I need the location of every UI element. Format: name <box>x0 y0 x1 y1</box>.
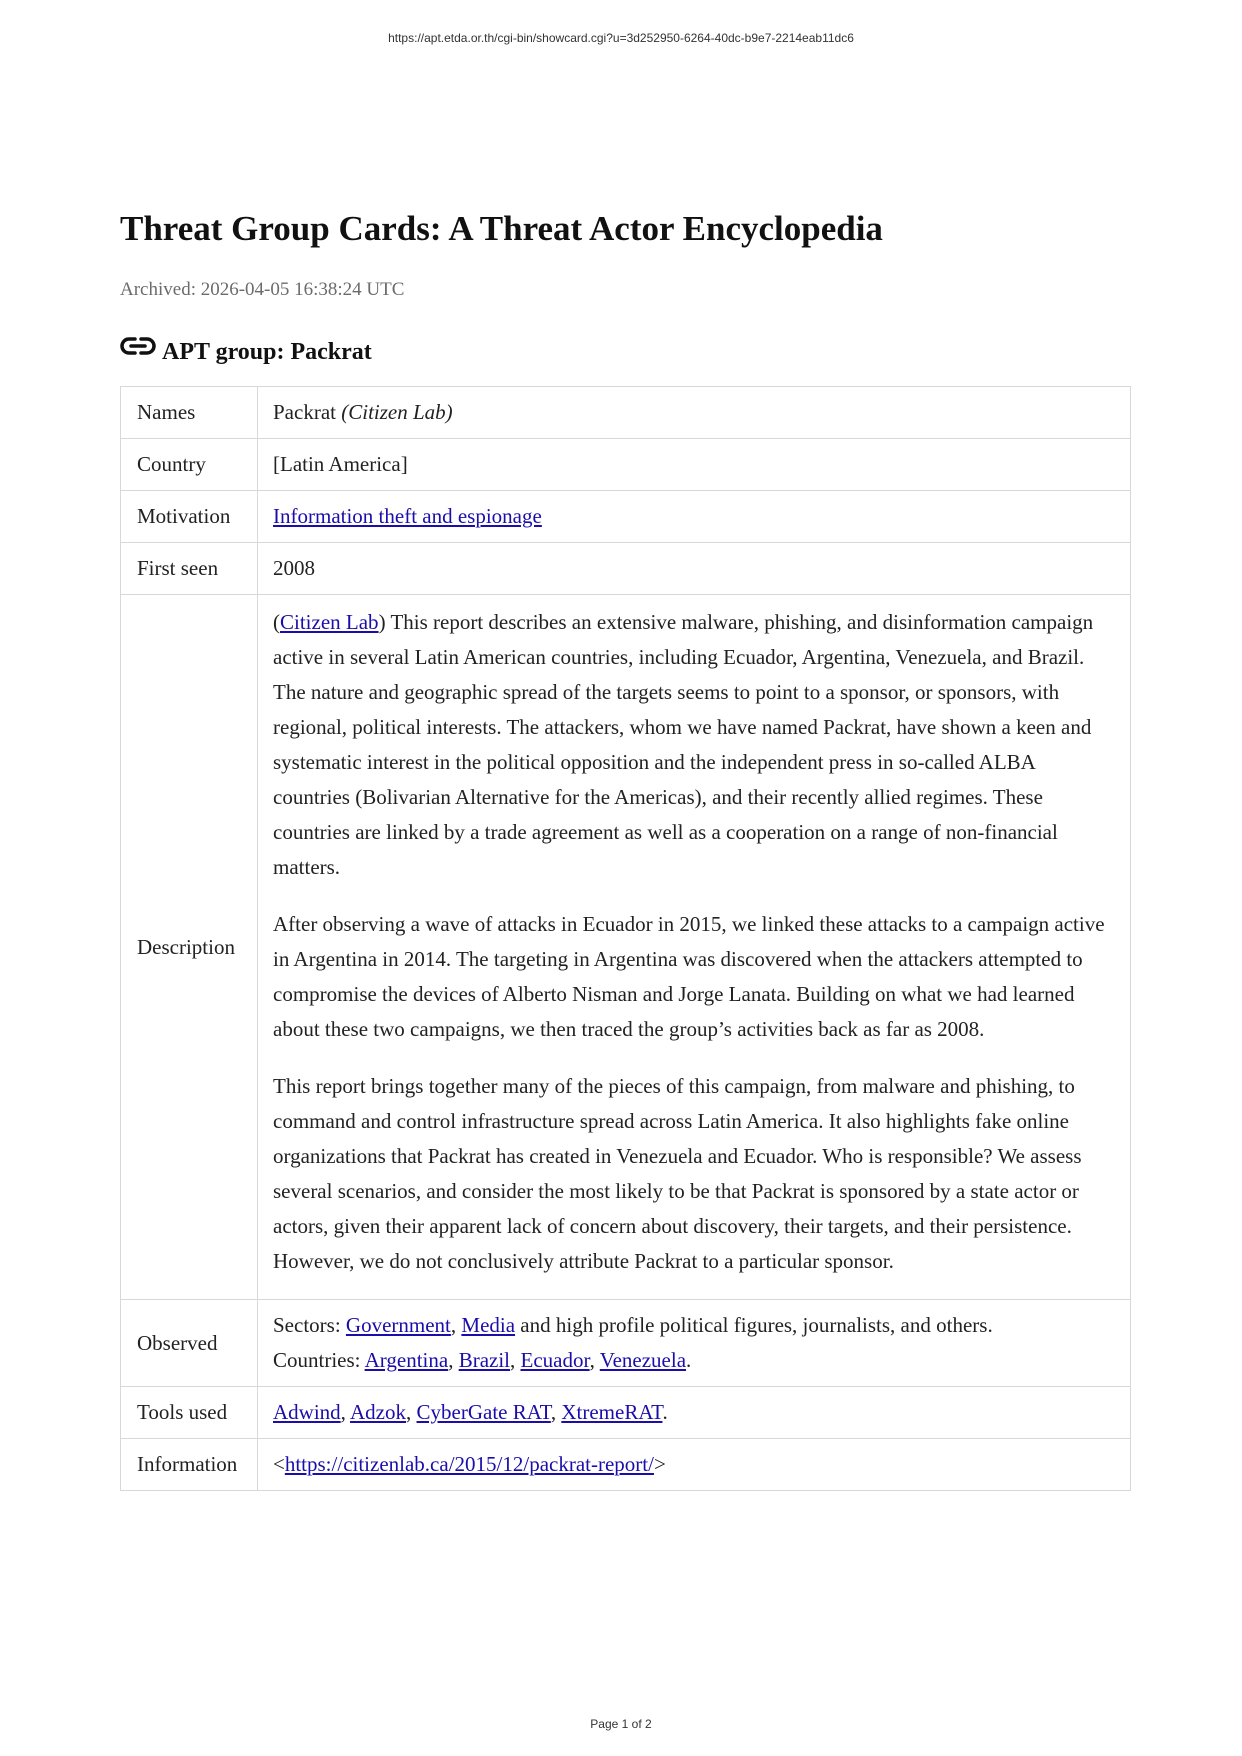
sector-link[interactable]: Government <box>345 1313 451 1337</box>
page-number: Page 1 of 2 <box>590 1717 652 1731</box>
motivation-link[interactable]: Information theft and espionage <box>273 504 542 528</box>
link-icon[interactable] <box>120 334 156 358</box>
country-link[interactable]: Ecuador <box>520 1348 590 1372</box>
value-motivation <box>258 491 1131 543</box>
value-first-seen: 2008 <box>258 543 1131 595</box>
tool-link[interactable]: XtremeRAT <box>561 1400 663 1424</box>
country-link[interactable]: Argentina <box>364 1348 449 1372</box>
value-tools: Adwind, Adzok, CyberGate RAT, XtremeRAT. <box>258 1387 1131 1439</box>
sectors-label: Sectors: <box>273 1313 341 1337</box>
observed-sectors: Sectors: Government, Media and high profile political figures, journalists, and others. <box>273 1313 993 1337</box>
description-paragraph-2: After observing a wave of attacks in Ecuador in 2015, we linked these attacks to a campaign active in Argentina in 2014. The targeting in Argentina was discovered when the attackers attempted to compromise the devices of Alberto Nisman and Jorge Lanata. Building on what we had learned about these two campaigns, we then traced the group’s activities back as far as 2008. <box>273 912 1105 1041</box>
value-country: [Latin America] <box>258 439 1131 491</box>
description-paragraph-3: This report brings together many of the pieces of this campaign, from malware and phishing, to command and control infrastructure spread across Latin America. It also highlights fake online organizations that Packrat has created in Venezuela and Ecuador. Who is responsible? We assess several scenarios, and consider the most likely to be that Packrat is sponsored by a state actor or actors, given their apparent lack of concern about discovery, their targets, and their persistence. However, we do not conclusively attribute Packrat to a particular sponsor. <box>273 1074 1082 1273</box>
label-names: Names <box>121 387 258 439</box>
countries-label: Countries: <box>273 1348 361 1372</box>
information-link[interactable]: https://citizenlab.ca/2015/12/packrat-report/ <box>284 1452 654 1476</box>
value-names <box>258 387 1131 439</box>
group-name: Packrat <box>273 400 336 424</box>
row-motivation <box>121 491 1131 543</box>
country-link[interactable]: Venezuela <box>599 1348 687 1372</box>
label-description: Description <box>121 595 258 1300</box>
description-source-link[interactable]: Citizen Lab <box>280 610 379 634</box>
group-title: APT group: Packrat <box>162 339 372 365</box>
group-card-table <box>120 386 1131 1491</box>
label-observed: Observed <box>121 1300 258 1387</box>
page-url: https://apt.etda.or.th/cgi-bin/showcard.cgi?u=3d252950-6264-40dc-b9e7-2214eab11dc6 <box>388 31 854 45</box>
label-motivation: Motivation <box>121 491 258 543</box>
group-heading <box>120 339 1131 366</box>
label-first-seen: First seen <box>121 543 258 595</box>
tool-link[interactable]: Adwind <box>273 1400 341 1424</box>
country-link[interactable]: Brazil <box>458 1348 510 1372</box>
row-description <box>121 595 1131 1300</box>
row-tools <box>121 1387 1131 1439</box>
archived-timestamp: Archived: 2026-04-05 16:38:24 UTC <box>120 279 405 300</box>
label-information: Information <box>121 1439 258 1491</box>
row-first-seen <box>121 543 1131 595</box>
tool-link[interactable]: Adzok <box>350 1400 407 1424</box>
value-description <box>258 595 1131 1300</box>
sectors-suffix: and high profile political figures, journalists, and others. <box>520 1313 993 1337</box>
label-tools: Tools used <box>121 1387 258 1439</box>
description-text-1: This report describes an extensive malware, phishing, and disinformation campaign active in several Latin American countries, including Ecuador, Argentina, Venezuela, and Brazil. The nature and geographic spread of the targets seems to point to a sponsor, or sponsors, with regional, political interests. The attackers, whom we have named Packrat, have shown a keen and systematic interest in the political opposition and the independent press in so-called ALBA countries (Bolivarian Alternative for the Americas), and their recently allied regimes. These countries are linked by a trade agreement as well as a cooperation on a range of non-financial matters. <box>273 610 1094 879</box>
value-observed <box>258 1300 1131 1387</box>
row-names <box>121 387 1131 439</box>
description-paragraph-1: (Citizen Lab) This report describes an extensive malware, phishing, and disinformation campaign active in several Latin American countries, including Ecuador, Argentina, Venezuela, and Brazil. The nature and geographic spread of the targets seems to point to a sponsor, or sponsors, with regional, political interests. The attackers, whom we have named Packrat, have shown a keen and systematic interest in the political opposition and the independent press in so-called ALBA countries (Bolivarian Alternative for the Americas), and their recently allied regimes. These countries are linked by a trade agreement as well as a cooperation on a range of non-financial matters. <box>273 610 1094 879</box>
observed-countries: Countries: Argentina, Brazil, Ecuador, Venezuela. <box>273 1348 692 1372</box>
name-source: (Citizen Lab) <box>341 400 453 424</box>
sector-link[interactable]: Media <box>461 1313 516 1337</box>
tool-link[interactable]: CyberGate RAT <box>416 1400 551 1424</box>
value-information: <https://citizenlab.ca/2015/12/packrat-report/> <box>258 1439 1131 1491</box>
row-country <box>121 439 1131 491</box>
row-information <box>121 1439 1131 1491</box>
page-title: Threat Group Cards: A Threat Actor Encyclopedia <box>120 209 883 248</box>
content <box>120 208 1131 1491</box>
row-observed <box>121 1300 1131 1387</box>
label-country: Country <box>121 439 258 491</box>
